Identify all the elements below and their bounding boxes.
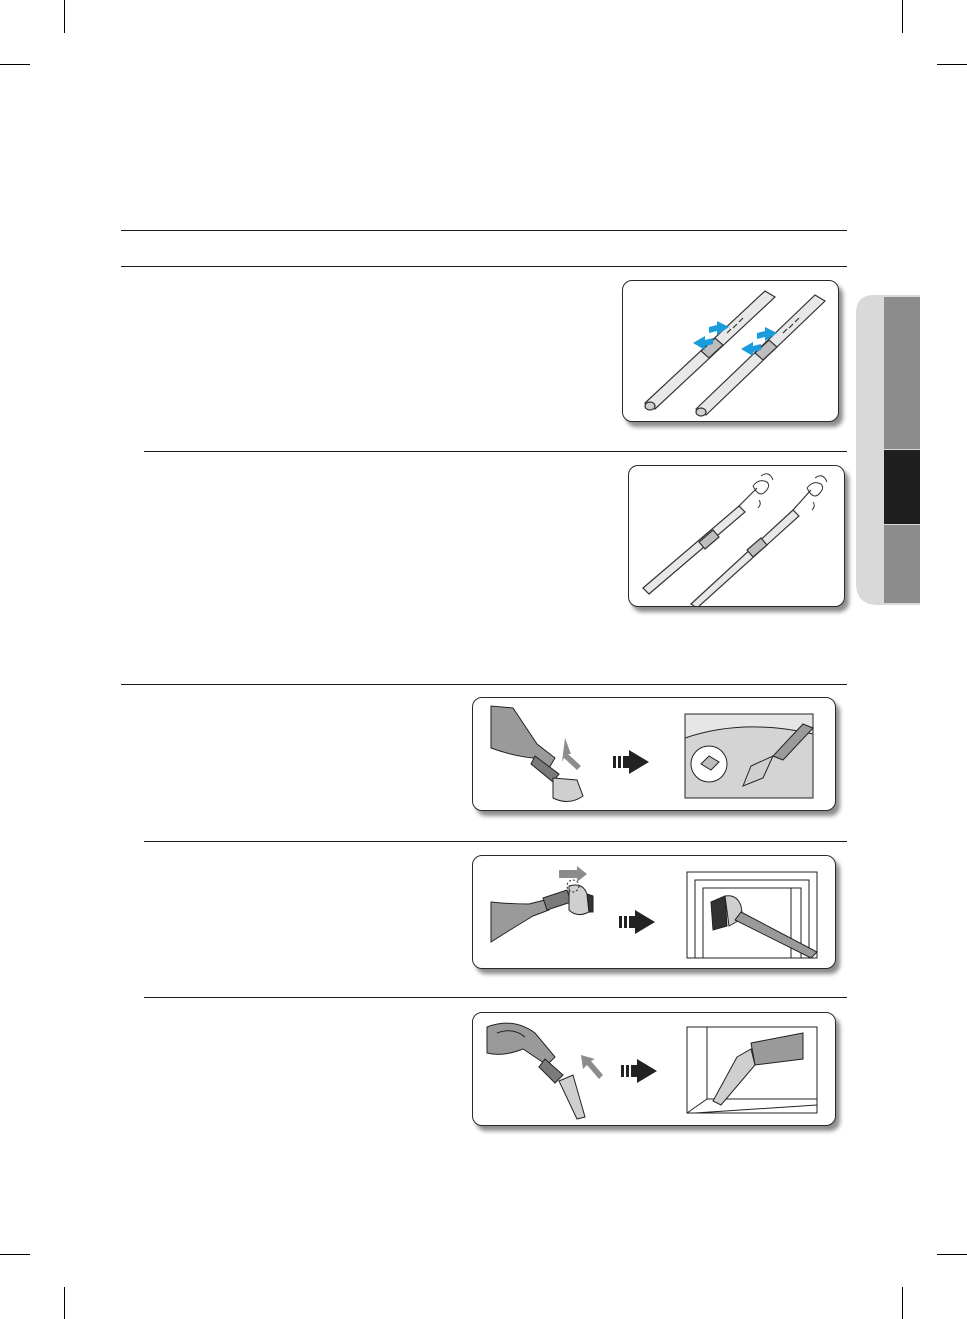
crop-mark (937, 1254, 967, 1255)
section-rule (121, 230, 847, 231)
arrow-up-icon (562, 738, 581, 770)
arrow-up-icon (581, 1055, 603, 1079)
crop-mark (0, 1254, 30, 1255)
arrow-right-icon (621, 1059, 657, 1083)
brush-icon (553, 778, 583, 802)
handle-icon (491, 706, 559, 782)
crop-mark (64, 1287, 65, 1319)
figure-pipe-adjust (628, 465, 845, 607)
crop-mark (64, 0, 65, 33)
corner-icon (687, 1027, 817, 1113)
brush-icon (567, 880, 593, 915)
sub-rule (144, 451, 847, 452)
extension-pipe-icon (645, 291, 825, 416)
chapter-tab-active (884, 450, 920, 524)
crevice-icon (559, 1075, 585, 1119)
section-rule (121, 266, 847, 267)
window-frame-icon (687, 872, 817, 958)
sub-rule (144, 997, 847, 998)
figure-crevice-tool (472, 1012, 836, 1126)
arrow-right-icon (613, 750, 649, 774)
hand-icon (753, 474, 827, 510)
handle-icon (487, 1023, 563, 1083)
figure-dusting-brush (472, 855, 836, 969)
figure-furniture-brush (472, 697, 836, 811)
arrow-right-icon (619, 910, 655, 934)
sub-rule (144, 841, 847, 842)
crop-mark (902, 0, 903, 33)
chapter-tab-upper (884, 297, 920, 449)
chapter-tabs (856, 295, 920, 605)
crop-mark (0, 64, 30, 65)
arrow-right-small-icon (559, 866, 587, 882)
figure-pipe-extend (622, 280, 839, 422)
handle-icon (491, 890, 571, 942)
section-rule (121, 684, 847, 685)
chapter-tab-lower (884, 525, 920, 603)
crop-mark (937, 64, 967, 65)
sofa-icon (685, 714, 813, 798)
extension-pipe-icon (643, 488, 811, 606)
crop-mark (902, 1287, 903, 1319)
